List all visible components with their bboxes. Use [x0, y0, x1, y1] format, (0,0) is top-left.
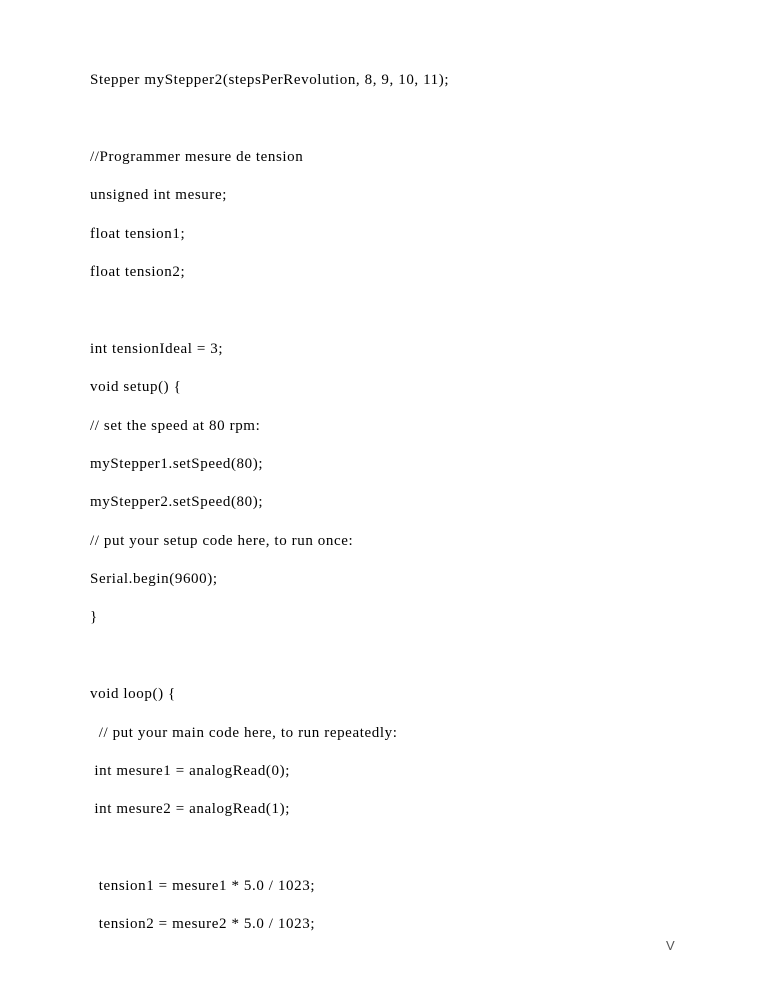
code-line: } [90, 609, 98, 625]
code-line: // set the speed at 80 rpm: [90, 418, 261, 434]
code-line: //Programmer mesure de tension [90, 149, 304, 165]
code-line: tension1 = mesure1 * 5.0 / 1023; [90, 878, 316, 894]
code-line: myStepper1.setSpeed(80); [90, 456, 264, 472]
code-line: Stepper myStepper2(stepsPerRevolution, 8, 9, 10, 11); [90, 72, 450, 88]
code-line: int mesure2 = analogRead(1); [90, 801, 290, 817]
code-line: void loop() { [90, 686, 176, 702]
code-line: float tension2; [90, 264, 186, 280]
code-line: unsigned int mesure; [90, 187, 227, 203]
code-line: float tension1; [90, 226, 186, 242]
code-line: Serial.begin(9600); [90, 571, 218, 587]
page-number: V [666, 938, 675, 953]
code-line: void setup() { [90, 379, 182, 395]
code-line: myStepper2.setSpeed(80); [90, 494, 264, 510]
code-line: // put your setup code here, to run once: [90, 533, 354, 549]
code-line: int mesure1 = analogRead(0); [90, 763, 290, 779]
code-line: // put your main code here, to run repeatedly: [90, 725, 398, 741]
code-line: tension2 = mesure2 * 5.0 / 1023; [90, 916, 316, 932]
code-line: int tensionIdeal = 3; [90, 341, 224, 357]
